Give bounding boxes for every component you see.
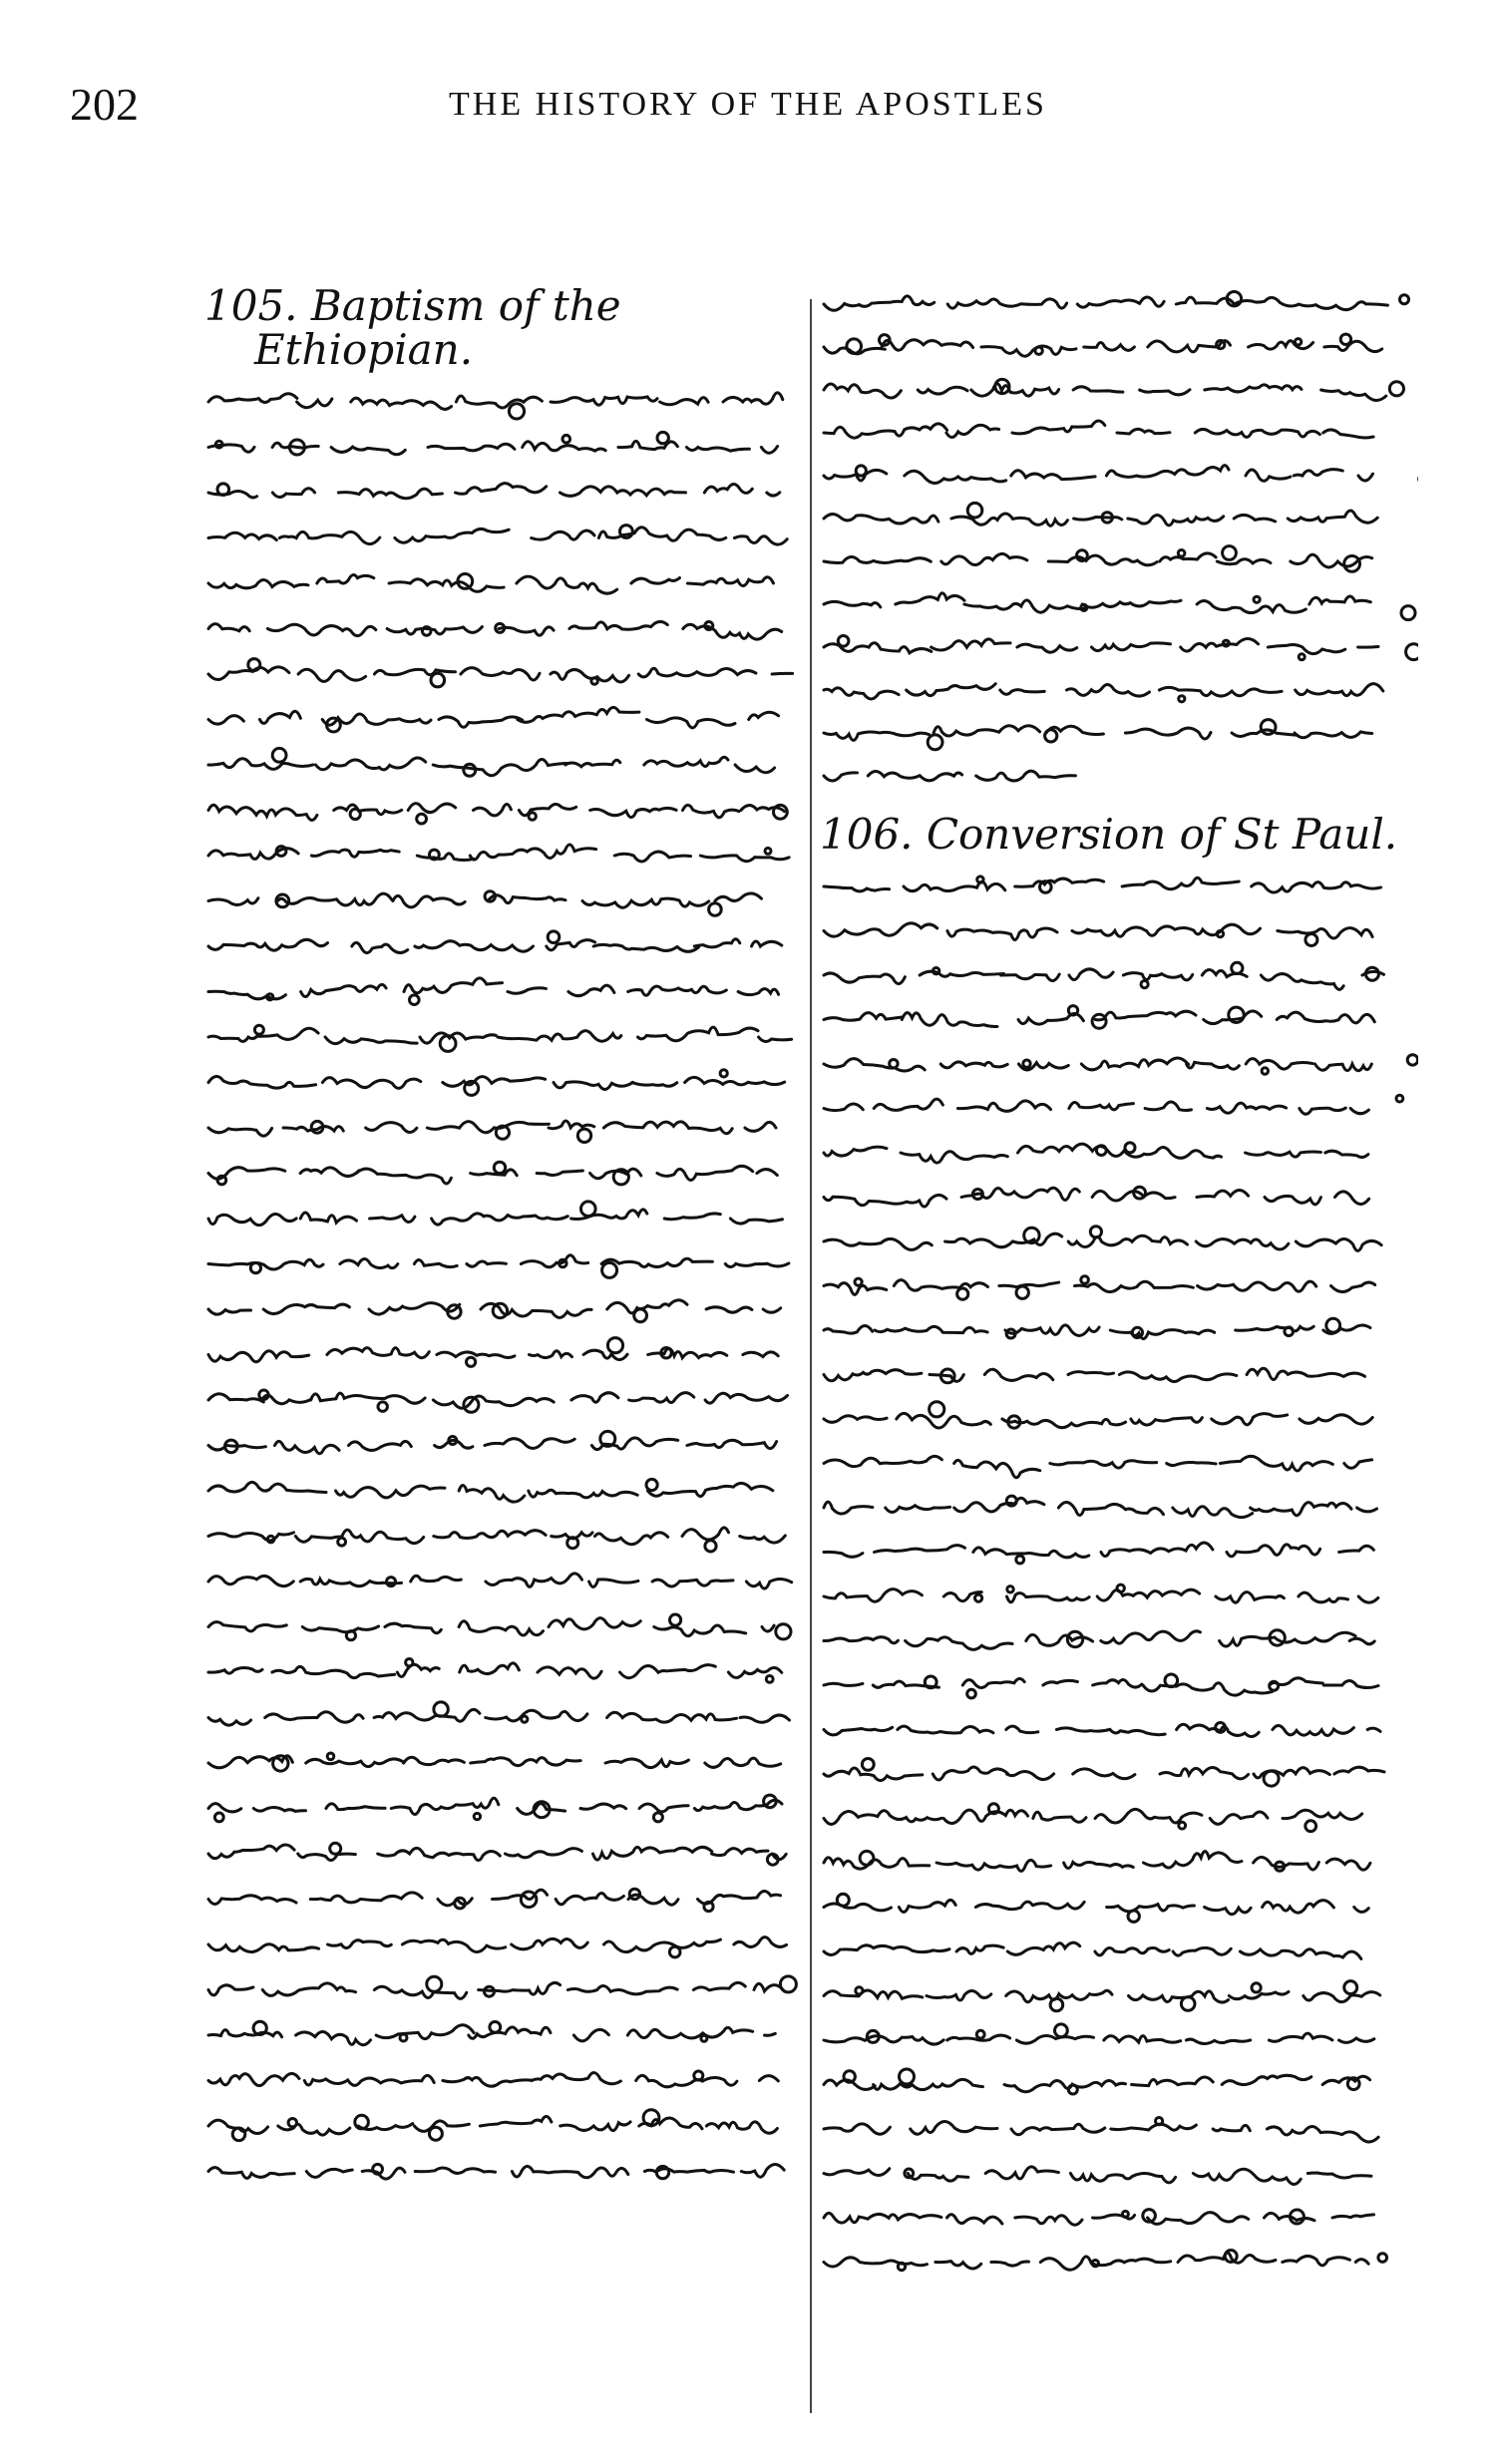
section-105-heading: 105. Baptism of the <box>204 281 621 330</box>
handwritten-shorthand-left <box>204 372 803 2217</box>
right-column <box>820 284 1418 2312</box>
handwritten-shorthand-right-top <box>820 284 1418 813</box>
page-number: 202 <box>70 79 139 130</box>
page-header <box>70 78 1426 138</box>
section-105-heading-cont: Ethiopian. <box>254 325 474 374</box>
handwritten-shorthand-right-bottom <box>820 857 1418 2312</box>
column-divider <box>810 299 812 2413</box>
left-column <box>204 281 803 2217</box>
running-title: THE HISTORY OF THE APOSTLES <box>449 86 1047 123</box>
section-106-heading: 106. Conversion of St Paul. <box>820 810 1398 859</box>
